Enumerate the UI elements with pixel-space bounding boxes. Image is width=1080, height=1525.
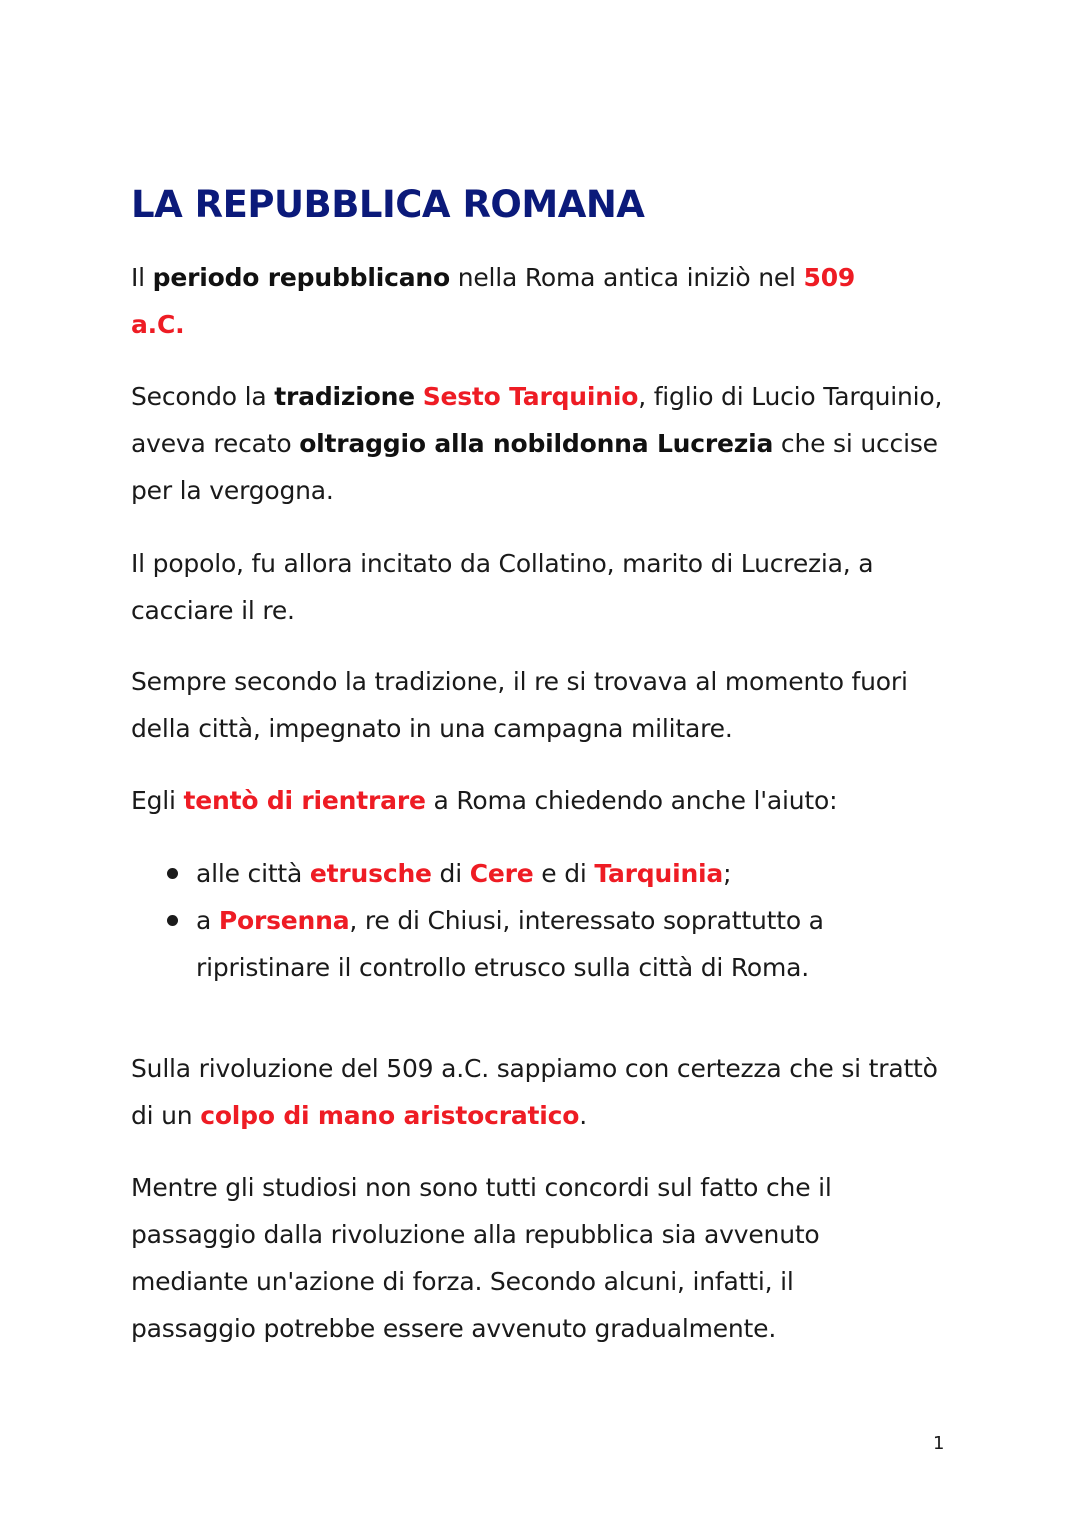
highlight-term: Tarquinia [594, 859, 724, 888]
text: a Roma chiedendo anche l'aiuto: [425, 786, 838, 815]
text: che si uccise per la vergogna. [131, 429, 938, 505]
text: , re di Chiusi, interessato soprattutto a ripristinare il controllo etrusco sulla città di Roma. [196, 906, 824, 982]
text: di [431, 859, 470, 888]
text: Il popolo, fu allora incitato da Collatino, marito di Lucrezia, a cacciare il re. [131, 549, 874, 625]
text: , figlio di Lucio Tarquinio, aveva recato [131, 382, 943, 458]
highlight-term: 509 [803, 263, 856, 292]
page-title: LA REPUBBLICA ROMANA [131, 183, 645, 226]
bold-term: tradizione [274, 382, 415, 411]
paragraph-egli [131, 777, 961, 824]
text: . [579, 1101, 587, 1130]
text: Secondo la [131, 382, 275, 411]
bullet-icon [167, 868, 178, 879]
text: alle città [196, 859, 310, 888]
text: Mentre gli studiosi non sono tutti concordi sul fatto che il passaggio dalla rivoluzione alla repubblica sia avvenuto mediante un'azione di forza. Secondo alcuni, infatti, il passaggio potrebbe essere avvenuto gradualmente. [131, 1173, 832, 1343]
text [415, 382, 423, 411]
highlight-term: a.C. [131, 310, 185, 339]
list-item [131, 897, 951, 991]
text: Egli [131, 786, 184, 815]
text: e di [533, 859, 595, 888]
text: Il [131, 263, 153, 292]
paragraph-intro [131, 254, 911, 348]
text: a [196, 906, 219, 935]
paragraph-studiosi [131, 1164, 921, 1352]
page-number: 1 [933, 1433, 945, 1454]
text: nella Roma antica iniziò nel [449, 263, 804, 292]
text: Sempre secondo la tradizione, il re si trovava al momento fuori della città, impegnato in una campagna militare. [131, 667, 908, 743]
bold-term: periodo repubblicano [152, 263, 450, 292]
highlight-term: tentò di rientrare [183, 786, 426, 815]
list-item [131, 850, 951, 897]
highlight-term: Sesto Tarquinio [422, 382, 639, 411]
bullet-icon [167, 915, 178, 926]
paragraph-re [131, 658, 931, 752]
bold-term: oltraggio alla nobildonna Lucrezia [299, 429, 774, 458]
paragraph-tradizione [131, 373, 961, 514]
highlight-term: etrusche [309, 859, 432, 888]
highlight-term: Porsenna [218, 906, 350, 935]
paragraph-rivoluzione [131, 1045, 941, 1139]
text: Sulla rivoluzione del 509 a.C. sappiamo con certezza che si trattò di un [131, 1054, 938, 1130]
highlight-term: Cere [469, 859, 534, 888]
text: ; [723, 859, 732, 888]
bullet-list [131, 850, 951, 991]
highlight-term: colpo di mano aristocratico [200, 1101, 580, 1130]
paragraph-popolo [131, 540, 961, 634]
